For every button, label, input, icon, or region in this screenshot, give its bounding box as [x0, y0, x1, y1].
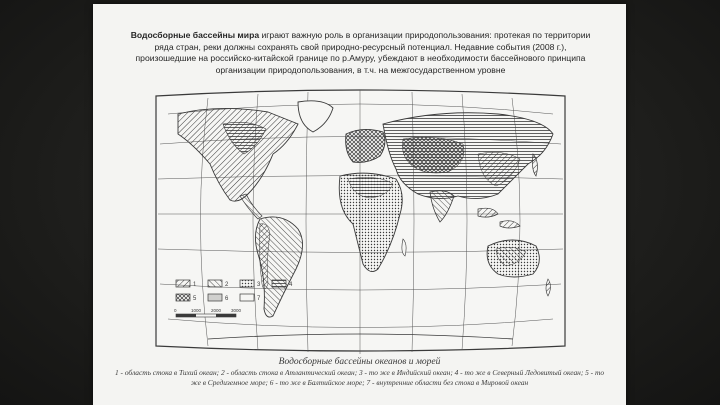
legend-label-7: 7	[257, 296, 261, 302]
caption-title: Водосборные бассейны океанов и морей	[278, 357, 441, 367]
legend-label-3: 3	[257, 282, 261, 288]
legend-swatch-3	[240, 280, 254, 287]
presentation-slide	[93, 4, 626, 405]
legend-swatch-5	[176, 294, 190, 301]
scale-label-1000: 1000	[191, 308, 202, 313]
legend-label-2: 2	[225, 282, 229, 288]
legend-label-6: 6	[225, 296, 229, 302]
legend-label-4: 4	[289, 282, 293, 288]
slide-heading	[123, 30, 598, 76]
scale-label-0: 0	[174, 308, 177, 313]
heading-body-text: играют важную роль в организации природопользования: протекая по территории ряда стран, реки должны сохранять свой природно-ресурсный потенциал. Недавние события (2008 г.), произошедшие на российско-китайской границе по р.Амуру, убеждают в необходимости бассейнового принципа организации природопользования, в т.ч. на межгосударственном уровне	[135, 30, 591, 75]
legend-swatch-2	[208, 280, 222, 287]
map-caption	[113, 356, 606, 387]
legend-swatch-1	[176, 280, 190, 287]
scale-label-3000: 3000	[231, 308, 242, 313]
legend-swatch-7	[240, 294, 254, 301]
legend-swatch-6	[208, 294, 222, 301]
legend-label-5: 5	[193, 296, 197, 302]
legend-swatch-4	[272, 280, 286, 287]
legend-label-1: 1	[193, 282, 197, 288]
world-drainage-basins-map	[148, 84, 573, 354]
scale-label-2000: 2000	[211, 308, 222, 313]
caption-text: 1 - область стока в Тихий океан; 2 - область стока в Атлантический океан; 3 - то же в Индийский океан; 4 - то же в Северный Ледовитый океан; 5 - то же в Средиземное море; 6 - то же в Балтийское море; 7 - внутренние области без стока в Мировой океан	[114, 368, 605, 387]
heading-bold-text: Водосборные бассейны мира	[130, 30, 260, 40]
